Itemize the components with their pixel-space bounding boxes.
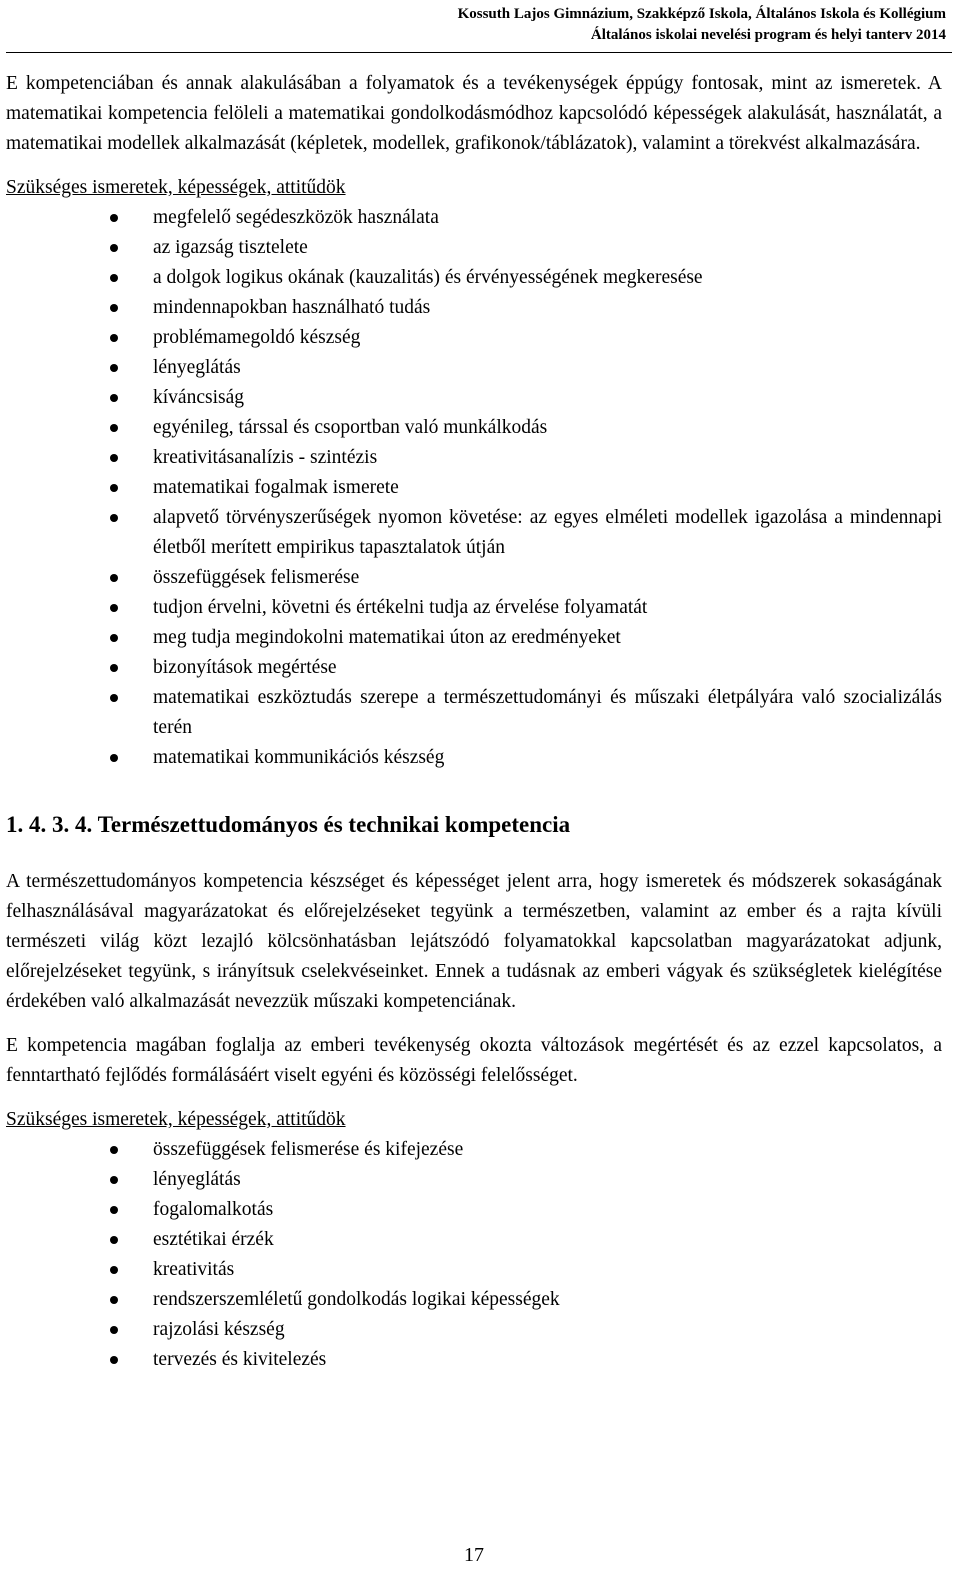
list-item [6, 1225, 942, 1255]
list-item [6, 233, 942, 263]
list-item [6, 293, 942, 323]
list-item-text: a dolgok logikus okának (kauzalitás) és érvényességének megkeresése [153, 267, 703, 288]
list-item-text: az igazság tisztelete [153, 237, 308, 258]
list-item-text: problémamegoldó készség [153, 327, 361, 348]
list-item-text: fogalomalkotás [153, 1199, 274, 1220]
list-item [6, 383, 942, 413]
bullet-icon [110, 274, 118, 282]
list-item-text: összefüggések felismerése és kifejezése [153, 1139, 464, 1160]
bullet-icon [110, 1176, 118, 1184]
list-item-text: megfelelő segédeszközök használata [153, 207, 439, 228]
list-item [6, 1345, 942, 1375]
list-item-text: matematikai fogalmak ismerete [153, 477, 399, 498]
list2-heading: Szükséges ismeretek, képességek, attitűdök [6, 1109, 346, 1130]
bullet-icon [110, 1236, 118, 1244]
list-item-text: tervezés és kivitelezés [153, 1349, 327, 1370]
bullet-icon [110, 604, 118, 612]
list-item-text: kreativitásanalízis - szintézis [153, 447, 378, 468]
bullet-icon [110, 1296, 118, 1304]
list-item-text: összefüggések felismerése [153, 567, 360, 588]
list-item [6, 1285, 942, 1315]
bullet-icon [110, 304, 118, 312]
list-item [6, 593, 942, 623]
list-item [6, 413, 942, 443]
bullet-icon [110, 244, 118, 252]
header-divider [6, 52, 952, 53]
list-item [6, 563, 942, 593]
list-item-text: matematikai kommunikációs készség [153, 747, 445, 768]
list-item [6, 323, 942, 353]
list-item [6, 743, 942, 773]
list1-heading: Szükséges ismeretek, képességek, attitűdök [6, 177, 346, 198]
list-item-text: bizonyítások megértése [153, 657, 337, 678]
list-item [6, 653, 942, 683]
bullet-icon [110, 1206, 118, 1214]
page-header [458, 4, 946, 46]
bullet-icon [110, 664, 118, 672]
list-item-text: matematikai eszköztudás szerepe a természettudományi és műszaki életpályára való szocializálás terén [153, 687, 942, 738]
bullet-icon [110, 634, 118, 642]
bullet-icon [110, 694, 118, 702]
page-number: 17 [464, 1544, 484, 1566]
list-item-text: meg tudja megindokolni matematikai úton az eredményeket [153, 627, 621, 648]
section-paragraph-1: A természettudományos kompetencia készséget és képességet jelent arra, hogy ismeretek és módszerek sokaságának felhasználásával magyarázatokat és előrejelzéseket tegyünk a természetben, valamint az ember és a rajta kívüli természeti világ közt lezajló kölcsönhatásban lejátszódó folyamatokkal kapcsolatban magyarázatokat adjunk, előrejelzéseket tegyünk, s irányítsuk cselekvéseinket. Ennek a tudásnak az emberi vágyak és szükségletek kielégítése érdekében való alkalmazását nevezzük műszaki kompetenciának. [6, 871, 942, 1012]
list-item [6, 203, 942, 233]
bullet-icon [110, 364, 118, 372]
bullet-icon [110, 1356, 118, 1364]
bullet-icon [110, 754, 118, 762]
list-item-text: rajzolási készség [153, 1319, 285, 1340]
list-item-text: kíváncsiság [153, 387, 244, 408]
bullet-icon [110, 394, 118, 402]
bullet-icon [110, 1266, 118, 1274]
list-item [6, 503, 942, 563]
list-item [6, 1315, 942, 1345]
list-item [6, 683, 942, 743]
bullet-icon [110, 334, 118, 342]
bullet-icon [110, 214, 118, 222]
list-item-text: lényeglátás [153, 357, 241, 378]
bullet-icon [110, 514, 118, 522]
list-item-text: alapvető törvényszerűségek nyomon követése: az egyes elméleti modellek igazolása a mindennapi életből merített empirikus tapasztalatok útján [153, 507, 942, 558]
bullet-icon [110, 454, 118, 462]
list-item-text: kreativitás [153, 1259, 235, 1280]
list-item-text: lényeglátás [153, 1169, 241, 1190]
list-item [6, 623, 942, 653]
skills-list-science [6, 1135, 942, 1375]
list-item-text: esztétikai érzék [153, 1229, 274, 1250]
header-document-title: Általános iskolai nevelési program és helyi tanterv 2014 [590, 27, 946, 43]
section-title: 1. 4. 3. 4. Természettudományos és technikai kompetencia [6, 812, 571, 837]
list-item-text: egyénileg, társsal és csoportban való munkálkodás [153, 417, 548, 438]
bullet-icon [110, 1326, 118, 1334]
list-item [6, 473, 942, 503]
list-item-text: rendszerszemléletű gondolkodás logikai képességek [153, 1289, 560, 1310]
list-item-text: tudjon érvelni, követni és értékelni tudja az érvelése folyamatát [153, 597, 648, 618]
list-item [6, 1255, 942, 1285]
bullet-icon [110, 1146, 118, 1154]
list-item [6, 1135, 942, 1165]
list-item-text: mindennapokban használható tudás [153, 297, 431, 318]
header-school-name: Kossuth Lajos Gimnázium, Szakképző Iskola, Általános Iskola és Kollégium [457, 6, 946, 22]
intro-paragraph: E kompetenciában és annak alakulásában a folyamatok és a tevékenységek éppúgy fontosak, mint az ismeretek. A matematikai kompetencia felöleli a matematikai gondolkodásmódhoz kapcsolódó képességek alakulását, használatát, a matematikai modellek alkalmazását (képletek, modellek, grafikonok/táblázatok), valamint a törekvést alkalmazására. [6, 73, 942, 154]
list-item [6, 1165, 942, 1195]
section-paragraph-2: E kompetencia magában foglalja az emberi tevékenység okozta változások megértését és az ezzel kapcsolatos, a fenntartható fejlődés formálásáért viselt egyéni és közösségi felelősséget. [6, 1035, 942, 1086]
list-item [6, 353, 942, 383]
list-item [6, 1195, 942, 1225]
list-item [6, 263, 942, 293]
page-content [6, 69, 942, 1375]
bullet-icon [110, 574, 118, 582]
list-item [6, 443, 942, 473]
skills-list-math [6, 203, 942, 773]
bullet-icon [110, 424, 118, 432]
bullet-icon [110, 484, 118, 492]
